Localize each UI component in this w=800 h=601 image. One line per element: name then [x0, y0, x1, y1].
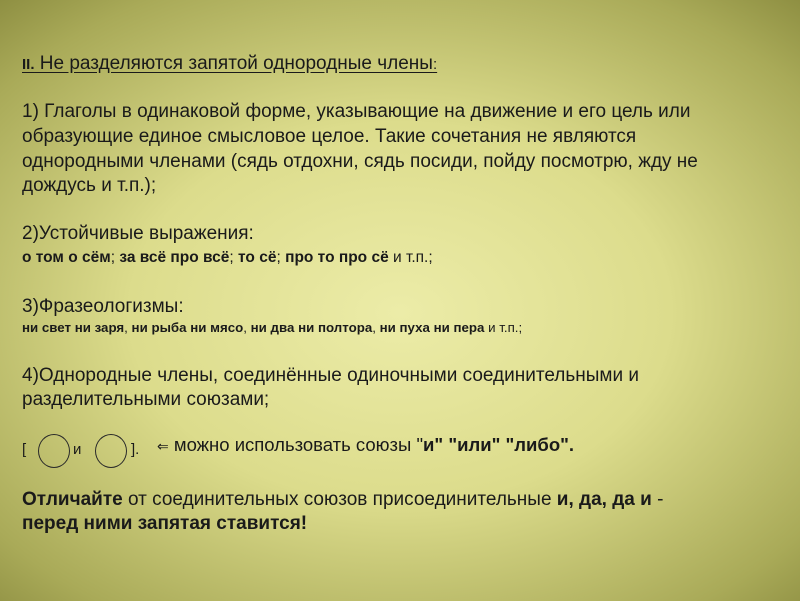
heading-number: II.: [22, 56, 35, 73]
p3-idiom-4: ни пуха ни пера: [379, 320, 485, 335]
scheme-text: [157, 436, 574, 456]
p3-examples: [22, 319, 522, 337]
p2-title: 2)Устойчивые выражения:: [22, 223, 254, 244]
quote-sep-2: " ": [491, 434, 515, 455]
p1-line-3: однородными членами (сядь отдохни, сядь посиди, пойду посмотрю, жду не: [22, 151, 698, 172]
note-text-1: от соединительных союзов присоединительные: [122, 489, 557, 510]
note-bold-2: и, да, да и: [556, 489, 652, 510]
p3-idiom-2: ни рыба ни мясо: [131, 320, 244, 335]
scheme-open-bracket: [: [22, 441, 27, 458]
heading: [22, 52, 437, 77]
circle-icon: [38, 434, 70, 468]
p2-sep-1: ;: [110, 249, 120, 266]
p2-examples: [22, 248, 433, 268]
p3-idiom-3: ни два ни полтора: [250, 320, 373, 335]
conj-ili: или: [457, 434, 492, 455]
p2-expr-1: о том о сём: [22, 249, 111, 266]
scheme-conjunction: и: [73, 441, 82, 458]
p3-idiom-1: ни свет ни заря: [22, 320, 125, 335]
p2-tail: и т.п.;: [388, 249, 433, 266]
note-line-1: [22, 488, 663, 512]
circle-icon: [95, 434, 127, 468]
heading-text: Не разделяются запятой однородные члены: [34, 53, 433, 74]
scheme-end: ".: [560, 434, 575, 455]
left-arrow-icon: ⇐: [157, 438, 169, 454]
p2-expr-4: про то про сё: [285, 249, 389, 266]
p4-line-2: разделительными союзами;: [22, 389, 270, 410]
p2-expr-2: за всё про всё: [119, 249, 230, 266]
p2-sep-3: ;: [276, 249, 286, 266]
p1-line-1: 1) Глаголы в одинаковой форме, указывающие на движение и его цель или: [22, 101, 691, 122]
p2-sep-2: ;: [229, 249, 239, 266]
p3-tail: и т.п.;: [484, 320, 523, 335]
note-bold-1: Отличайте: [22, 489, 123, 510]
scheme-close-bracket: ].: [131, 441, 140, 458]
conj-i: и: [423, 434, 435, 455]
p3-title: 3)Фразеологизмы:: [22, 296, 184, 317]
p1-line-4: дождусь и т.п.);: [22, 175, 157, 196]
note-line-2: перед ними запятая ставится!: [22, 513, 308, 534]
conj-libo: либо: [514, 434, 561, 455]
heading-colon: :: [432, 56, 438, 73]
p1-line-2: образующие единое смысловое целое. Такие сочетания не являются: [22, 126, 637, 147]
p3-sep-1: ,: [124, 320, 132, 335]
note-text-2: -: [651, 489, 664, 510]
scheme-phrase: можно использовать союзы ": [168, 434, 424, 455]
p3-sep-3: ,: [372, 320, 380, 335]
p2-expr-3: то сё: [238, 249, 277, 266]
p3-sep-2: ,: [243, 320, 251, 335]
quote-sep-1: " ": [434, 434, 458, 455]
p4-line-1: 4)Однородные члены, соединённые одиночными соединительными и: [22, 365, 639, 386]
